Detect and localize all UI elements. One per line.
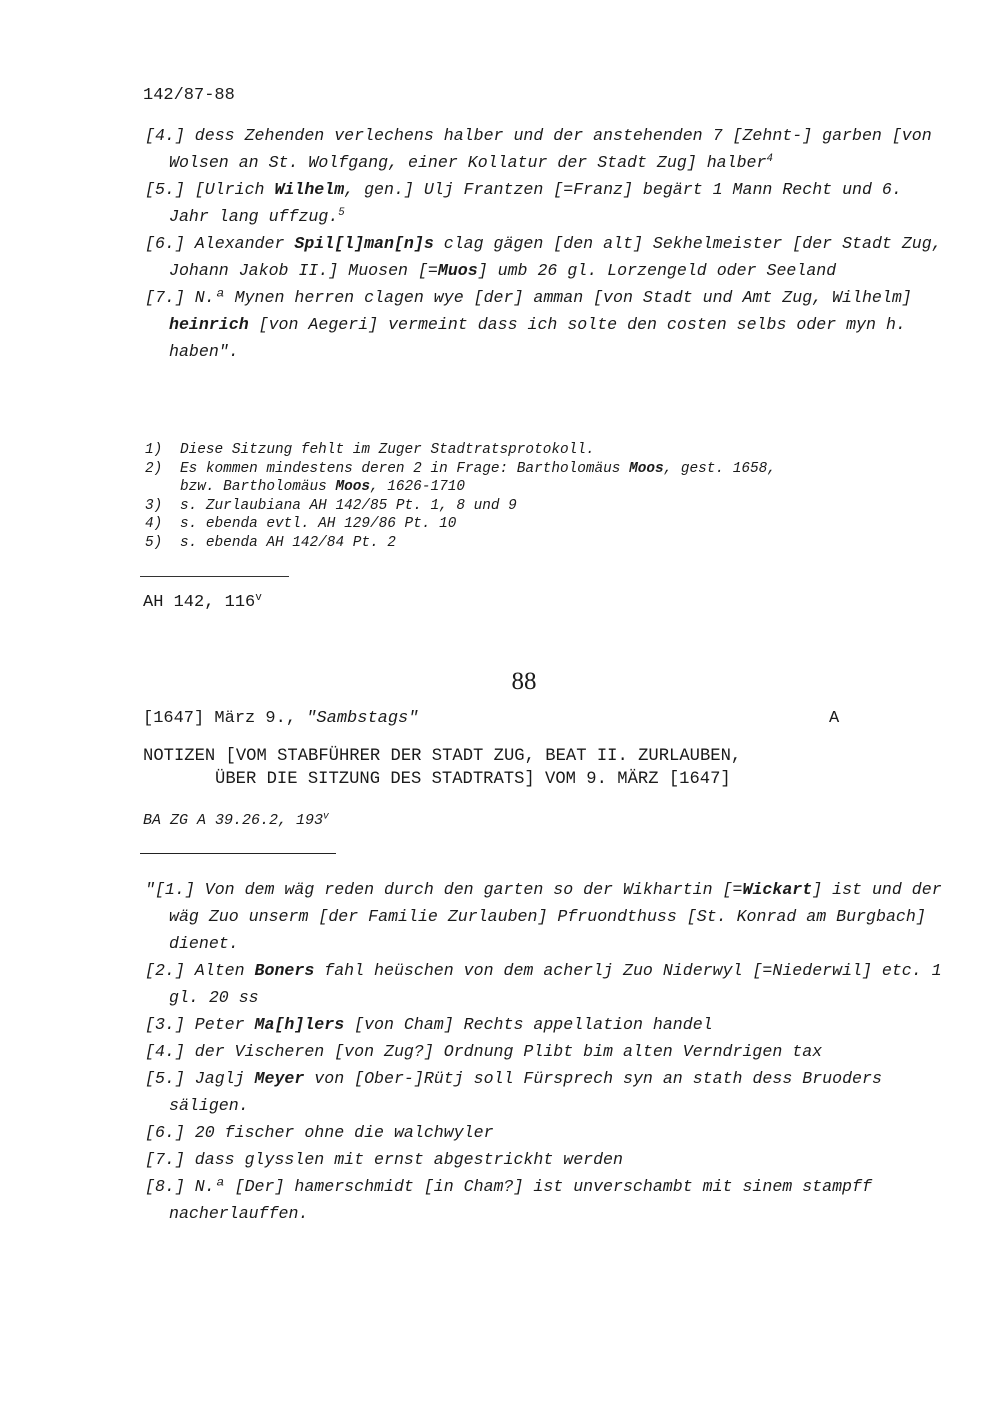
footnote-number: 1) bbox=[145, 442, 163, 458]
entry-text: , gest. 1658, bbox=[663, 460, 776, 477]
document-heading bbox=[143, 745, 863, 791]
entry-text: s. Zurlaubiana AH 142/85 Pt. 1, 8 und 9 bbox=[180, 497, 517, 514]
list-item bbox=[145, 230, 945, 284]
date-text: [1647] März 9., bbox=[143, 709, 307, 728]
bold-name: Ma[h]lers bbox=[254, 1015, 345, 1034]
heading-line-2: ÜBER DIE SITZUNG DES STADTRATS] VOM 9. MÄRZ [1647] bbox=[215, 770, 731, 789]
entry-text: [5.] Jaglj bbox=[145, 1069, 255, 1088]
footnote-item bbox=[145, 515, 925, 534]
list-item bbox=[145, 176, 945, 230]
entry-text: [7.] N.ª Mynen herren clagen wye [der] amman [von Stadt und Amt Zug, Wilhelm] bbox=[145, 288, 912, 307]
ah-reference bbox=[143, 593, 262, 612]
footnote-number: 5) bbox=[145, 534, 163, 551]
entry-text: [von Aegeri] vermeint dass ich solte den costen selbs oder myn h. haben". bbox=[169, 315, 906, 361]
date-line bbox=[143, 709, 843, 728]
entry-text: [5.] [Ulrich bbox=[145, 180, 275, 199]
list-item bbox=[145, 1011, 945, 1038]
list-item bbox=[145, 957, 945, 1011]
footnote-number: 2) bbox=[145, 460, 163, 477]
ah-reference-sup: v bbox=[255, 591, 262, 604]
bold-name: Muos bbox=[437, 261, 478, 280]
bold-name: heinrich bbox=[169, 315, 249, 334]
bold-name: Boners bbox=[254, 961, 315, 980]
entry-text: [8.] N.ª [Der] hamerschmidt [in Cham?] ist unverschambt mit sinem stampff nacherlauffen. bbox=[145, 1177, 872, 1223]
entry-text: [2.] Alten bbox=[145, 961, 255, 980]
bold-name: Wickart bbox=[742, 880, 813, 899]
entry-text: clag gägen [den alt] Sekhelmeister [der Stadt Zug, Johann Jakob II.] Muosen [= bbox=[169, 234, 942, 280]
source-sup: v bbox=[323, 810, 329, 822]
ah-reference-text: AH 142, 116 bbox=[143, 593, 256, 612]
list-item bbox=[145, 1065, 945, 1119]
entry-text: [4.] dess Zehenden verlechens halber und der anstehenden 7 [Zehnt-] garben [von Wolsen an St. Wolfgang, einer Kollatur der Stadt Zug] halber bbox=[145, 126, 932, 172]
entry-text: von [Ober-]Rütj soll Fürsprech syn an stath dess Bruoders säligen. bbox=[169, 1069, 882, 1115]
source-reference bbox=[143, 812, 329, 829]
source-text: BA ZG A 39.26.2, 193 bbox=[143, 812, 324, 829]
entry-text: [3.] Peter bbox=[145, 1015, 255, 1034]
entry-text: [6.] 20 fischer ohne die walchwyler bbox=[145, 1123, 494, 1142]
entry-text: s. ebenda AH 142/84 Pt. 2 bbox=[180, 534, 396, 551]
bold-name: Spil[l]man[n]s bbox=[294, 234, 434, 253]
document-number: 88 bbox=[511, 668, 537, 695]
entry-text: bzw. Bartholomäus bbox=[180, 479, 336, 496]
bold-name: Meyer bbox=[254, 1069, 305, 1088]
footnote-item bbox=[145, 478, 925, 497]
bold-name: Moos bbox=[335, 479, 370, 496]
footnote-text bbox=[180, 460, 925, 479]
document-letter: A bbox=[829, 709, 840, 728]
footnote-item bbox=[145, 460, 925, 479]
entry-text: ] umb 26 gl. Lorzengeld oder Seeland bbox=[477, 261, 837, 280]
entry-text: , gen.] Ulj Frantzen [=Franz] begärt 1 Mann Recht und 6. Jahr lang uffzug. bbox=[169, 180, 902, 226]
top-entries-list bbox=[145, 122, 945, 365]
entry-text: [7.] dass glysslen mit ernst abgestrickht werden bbox=[145, 1150, 623, 1169]
footnote-number: 3) bbox=[145, 497, 163, 514]
list-item bbox=[145, 876, 945, 957]
footnote-item bbox=[145, 497, 925, 516]
entry-text: [4.] der Vischeren [von Zug?] Ordnung Plibt bim alten Verndrigen tax bbox=[145, 1042, 823, 1061]
footnote-ref: 5 bbox=[338, 207, 345, 220]
list-item bbox=[145, 122, 945, 176]
bold-name: Moos bbox=[629, 460, 664, 477]
entry-text: "[1.] Von dem wäg reden durch den garten so der Wikhartin [= bbox=[145, 880, 743, 899]
page-reference: 142/87-88 bbox=[143, 86, 235, 105]
footnote-text bbox=[180, 534, 925, 553]
footnote-item bbox=[145, 441, 925, 460]
list-item bbox=[145, 284, 945, 365]
list-item bbox=[145, 1038, 945, 1065]
entry-text: , 1626-1710 bbox=[370, 479, 465, 496]
entry-text: [von Cham] Rechts appellation handel bbox=[344, 1015, 713, 1034]
footnotes bbox=[145, 441, 925, 553]
list-item bbox=[145, 1146, 945, 1173]
footnote-text bbox=[180, 497, 925, 516]
list-item bbox=[145, 1173, 945, 1227]
footnote-number bbox=[145, 478, 180, 497]
footnote-ref: 4 bbox=[766, 153, 773, 166]
entry-text: Es kommen mindestens deren 2 in Frage: Bartholomäus bbox=[180, 460, 630, 477]
entry-text: Diese Sitzung fehlt im Zuger Stadtratsprotokoll. bbox=[180, 442, 595, 458]
entry-text: fahl heüschen von dem acherlj Zuo Niderwyl [=Niederwil] etc. 1 gl. 20 ss bbox=[169, 961, 942, 1007]
heading-divider bbox=[140, 853, 336, 854]
footnote-text bbox=[180, 441, 925, 460]
heading-line-1: NOTIZEN [VOM STABFÜHRER DER STADT ZUG, BEAT II. ZURLAUBEN, bbox=[143, 747, 742, 766]
footnote-item bbox=[145, 534, 925, 553]
entry-text: s. ebenda evtl. AH 129/86 Pt. 10 bbox=[180, 516, 457, 533]
footnote-number: 4) bbox=[145, 516, 163, 533]
footnote-text bbox=[180, 478, 925, 497]
footnote-divider bbox=[140, 576, 289, 577]
bottom-entries-list bbox=[145, 876, 945, 1227]
bold-name: Wilhelm bbox=[274, 180, 345, 199]
date-quote: "Sambstags" bbox=[306, 709, 419, 728]
footnote-text bbox=[180, 515, 925, 534]
list-item bbox=[145, 1119, 945, 1146]
entry-text: ] ist und der wäg Zuo unserm [der Familie Zurlauben] Pfruondthuss [St. Konrad am Burgbach] dienet. bbox=[169, 880, 942, 953]
entry-text: [6.] Alexander bbox=[145, 234, 295, 253]
